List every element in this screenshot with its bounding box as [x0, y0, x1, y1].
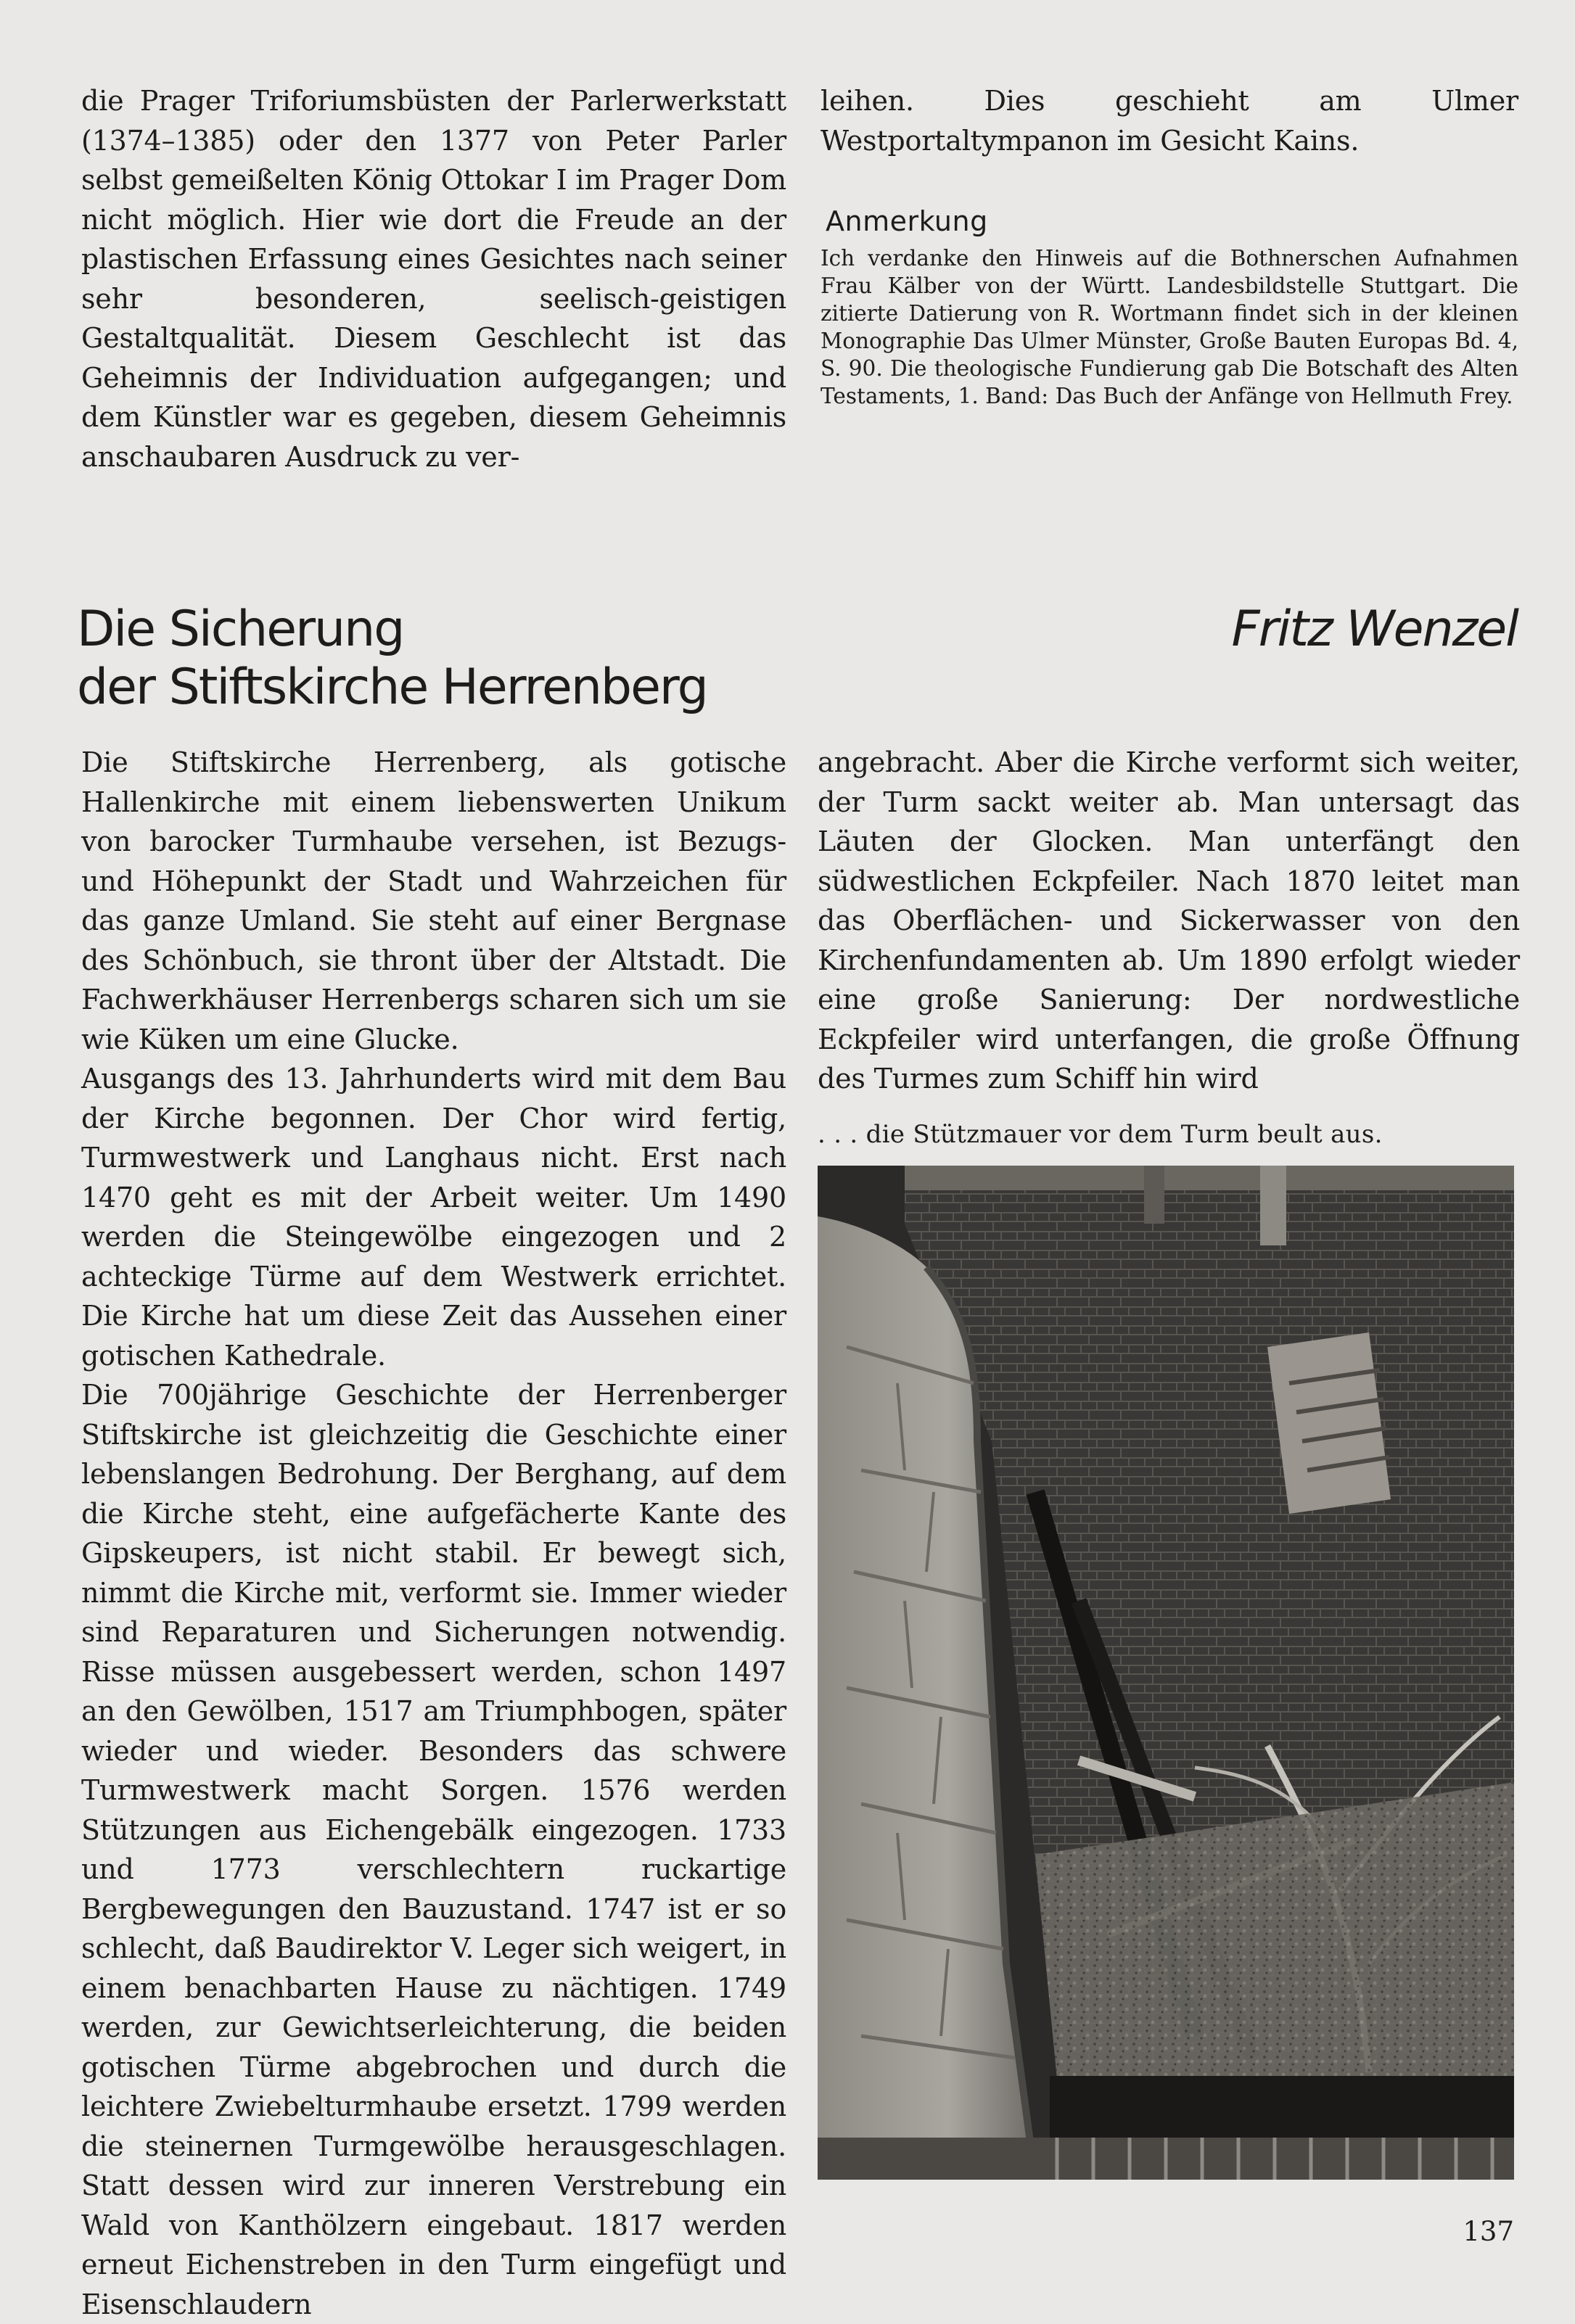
top-left-text: die Prager Triforiumsbüsten der Parlerwerkstatt (1374–1385) oder den 1377 von Peter Parler selbst gemeißelten König Ottokar I im Prager Dom nicht möglich. Hier wie dort die Freude an der plastischen Erfassung eines Gesichtes nach seiner sehr besonderen, seelisch-geistigen Gestaltqualität. Diesem Geschlecht ist das Geheimnis der Individuation aufgegangen; und dem Künstler war es gegeben, diesem Geheimnis anschaubaren Ausdruck zu ver-	[81, 85, 786, 473]
article-left-column	[81, 743, 786, 2324]
note-text: Ich verdanke den Hinweis auf die Bothnerschen Aufnahmen Frau Kälber von der Württ. Landesbildstelle Stuttgart. Die zitierte Datierung von R. Wortmann findet sich in der kleinen Monographie Das Ulmer Münster, Große Bauten Europas Bd. 4, S. 90. Die theologische Fundierung gab Die Botschaft des Alten Testaments, 1. Band: Das Buch der Anfänge von Hellmuth Frey.	[821, 246, 1518, 408]
title-line-1: Die Sicherung	[77, 601, 404, 658]
title-line-2: der Stiftskirche Herrenberg	[77, 659, 707, 716]
article-right-text: angebracht. Aber die Kirche verformt sich weiter, der Turm sackt weiter ab. Man untersagt das Läuten der Glocken. Man unterfängt den südwestlichen Eckpfeiler. Nach 1870 leitet man das Oberflächen- und Sickerwasser von den Kirchenfundamenten ab. Um 1890 erfolgt wieder eine große Sanierung: Der nordwestliche Eckpfeiler wird unterfangen, die große Öffnung des Turmes zum Schiff hin wird	[818, 746, 1520, 1095]
page-number: 137	[1463, 2216, 1514, 2247]
top-right-text: leihen. Dies geschieht am Ulmer Westportaltympanon im Gesicht Kains.	[821, 85, 1518, 157]
article-paragraph-1: Die Stiftskirche Herrenberg, als gotische Hallenkirche mit einem liebenswerten Unikum von barocker Turmhaube versehen, ist Bezugs- und Höhepunkt der Stadt und Wahrzeichen für das ganze Umland. Sie steht auf einer Bergnase des Schönbuch, sie thront über der Altstadt. Die Fachwerkhäuser Herrenbergs scharen sich um sie wie Küken um eine Glucke.	[81, 746, 786, 1055]
church-wall-photo	[818, 1166, 1514, 2180]
article-right-column	[818, 743, 1520, 1099]
photo-caption: . . . die Stützmauer vor dem Turm beult aus.	[818, 1120, 1383, 1149]
top-left-column	[81, 81, 786, 477]
article-paragraph-3: Die 700jährige Geschichte der Herrenberger Stiftskirche ist gleichzeitig die Geschichte einer lebenslangen Bedrohung. Der Berghang, auf dem die Kirche steht, eine aufgefächerte Kante des Gipskeupers, ist nicht stabil. Er bewegt sich, nimmt die Kirche mit, verformt sie. Immer wieder sind Reparaturen und Sicherungen notwendig. Risse müssen ausgebessert werden, schon 1497 an den Gewölben, 1517 am Triumphbogen, später wieder und wieder. Besonders das schwere Turmwestwerk macht Sorgen. 1576 werden Stützungen aus Eichengebälk eingezogen. 1733 und 1773 verschlechtern ruckartige Bergbewegungen den Bauzustand. 1747 ist er so schlecht, daß Baudirektor V. Leger sich weigert, in einem benachbarten Hause zu nächtigen. 1749 werden, zur Gewichtserleichterung, die beiden gotischen Türme abgebrochen und durch die leichtere Zwiebelturmhaube ersetzt. 1799 werden die steinernen Turmgewölbe herausgeschlagen. Statt dessen wird zur inneren Verstrebung ein Wald von Kanthölzern eingebaut. 1817 werden erneut Eichenstreben in den Turm eingefügt und Eisenschlaudern	[81, 1379, 786, 2320]
article-author: Fritz Wenzel	[1231, 601, 1518, 658]
article-title	[77, 601, 802, 717]
top-right-column	[821, 81, 1518, 410]
article-paragraph-2: Ausgangs des 13. Jahrhunderts wird mit dem Bau der Kirche begonnen. Der Chor wird fertig, Turmwestwerk und Langhaus nicht. Erst nach 1470 geht es mit der Arbeit weiter. Um 1490 werden die Steingewölbe eingezogen und 2 achteckige Türme auf dem Westwerk errichtet. Die Kirche hat um diese Zeit das Aussehen einer gotischen Kathedrale.	[81, 1063, 786, 1372]
note-heading: Anmerkung	[826, 205, 988, 237]
